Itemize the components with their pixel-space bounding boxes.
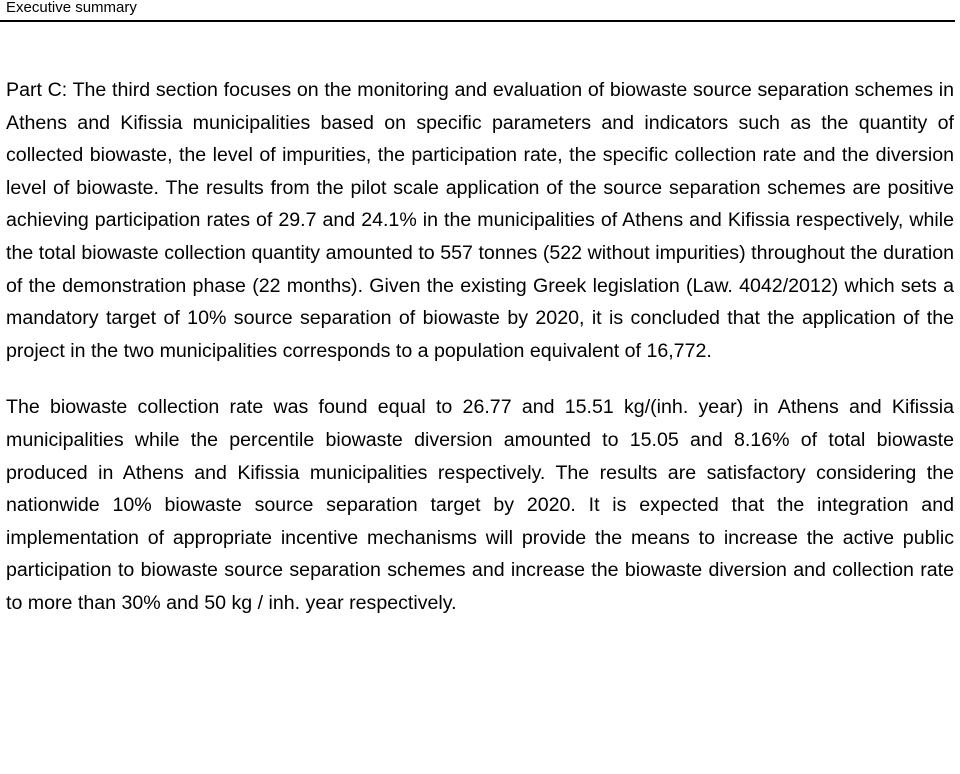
paragraph-collection-rate: The biowaste collection rate was found equal to 26.77 and 15.51 kg/(inh. year) in Athens and Kifissia municipalities while the percentile biowaste diversion amounted to 15.05 and 8.16% of total biowaste produced in Athens and Kifissia municipalities respectively. The results are satisfactory considering the nationwide 10% biowaste source separation target by 2020. It is expected that the integration and implementation of appropriate incentive mechanisms will provide the means to increase the active public participation to biowaste source separation schemes and increase the biowaste diversion and collection rate to more than 30% and 50 kg / inh. year respectively. — [6, 396, 954, 614]
paragraph-part-c: Part C: The third section focuses on the monitoring and evaluation of biowaste source separation schemes in Athens and Kifissia municipalities based on specific parameters and indicators such as the quantity of collected biowaste, the level of impurities, the participation rate, the specific collection rate and the diversion level of biowaste. The results from the pilot scale application of the source separation schemes are positive achieving participation rates of 29.7 and 24.1% in the municipalities of Athens and Kifissia respectively, while the total biowaste collection quantity amounted to 557 tonnes (522 without impurities) throughout the duration of the demonstration phase (22 months). Given the existing Greek legislation (Law. 4042/2012) which sets a mandatory target of 10% source separation of biowaste by 2020, it is concluded that the application of the project in the two municipalities corresponds to a population equivalent of 16,772. — [6, 79, 954, 362]
section-title: Executive summary — [6, 0, 137, 16]
running-header — [0, 0, 955, 22]
document-body — [6, 74, 954, 620]
